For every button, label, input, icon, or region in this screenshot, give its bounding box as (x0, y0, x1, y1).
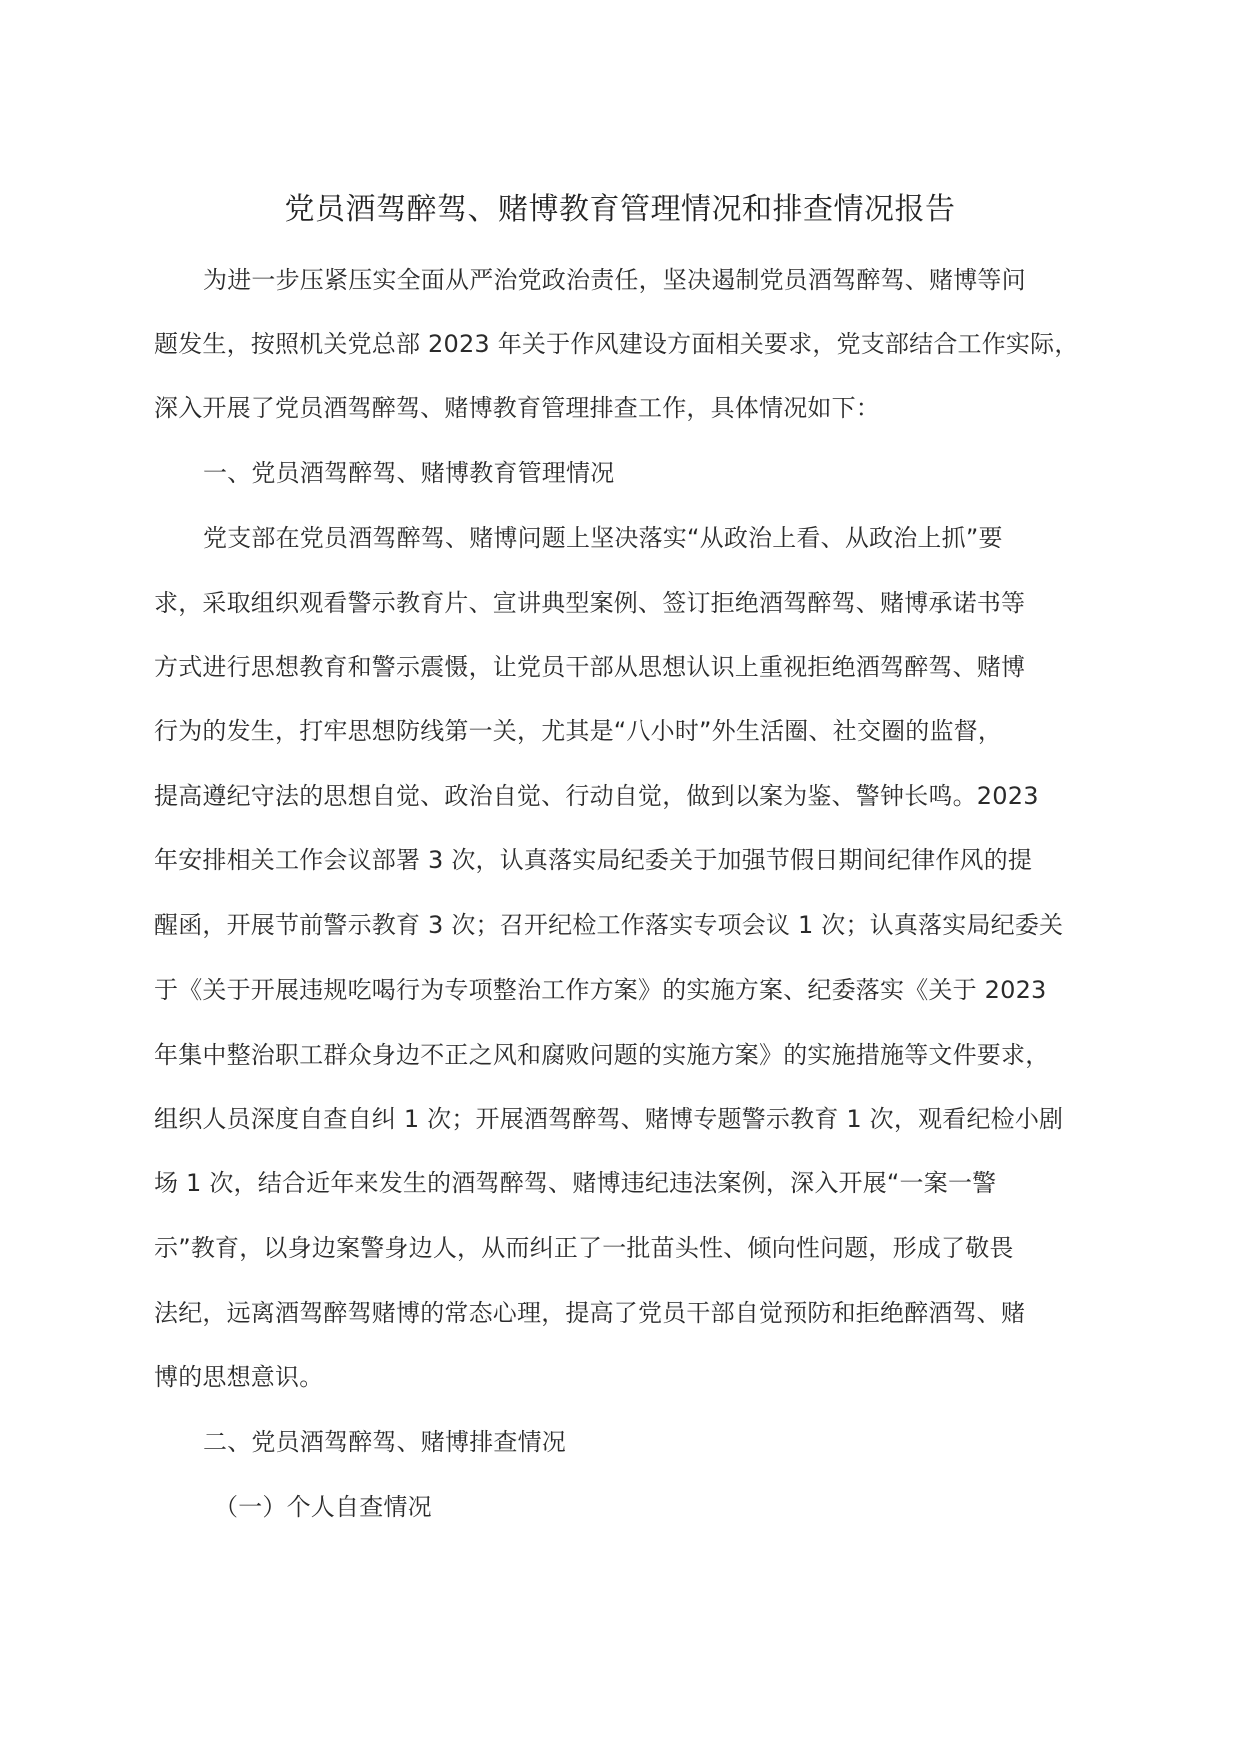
paragraph-line: 党支部在党员酒驾醉驾、赌博问题上坚决落实“从政治上看、从政治上抓”要 (203, 524, 1003, 552)
subsection-heading: （一）个人自查情况 (214, 1493, 432, 1521)
section-heading: 一、党员酒驾醉驾、赌博教育管理情况 (203, 459, 615, 487)
paragraph-line: 示”教育，以身边案警身边人，从而纠正了一批苗头性、倾向性问题，形成了敬畏 (154, 1234, 1014, 1262)
paragraph-line: 组织人员深度自查自纠 1 次；开展酒驾醉驾、赌博专题警示教育 1 次，观看纪检小剧 (154, 1105, 1064, 1133)
paragraph-line: 求，采取组织观看警示教育片、宣讲典型案例、签订拒绝酒驾醉驾、赌博承诺书等 (154, 589, 1026, 617)
paragraph-line: 醒函，开展节前警示教育 3 次；召开纪检工作落实专项会议 1 次；认真落实局纪委关 (154, 911, 1064, 939)
paragraph-line: 行为的发生，打牢思想防线第一关，尤其是“八小时”外生活圈、社交圈的监督， (154, 717, 1003, 745)
paragraph-line: 博的思想意识。 (154, 1363, 324, 1391)
paragraph-line: 为进一步压紧压实全面从严治党政治责任，坚决遏制党员酒驾醉驾、赌博等问 (203, 266, 1026, 294)
section-heading: 二、党员酒驾醉驾、赌博排查情况 (203, 1428, 566, 1456)
paragraph-line: 深入开展了党员酒驾醉驾、赌博教育管理排查工作，具体情况如下： (154, 394, 880, 422)
paragraph-line: 场 1 次，结合近年来发生的酒驾醉驾、赌博违纪违法案例，深入开展“一案一警 (154, 1169, 997, 1197)
paragraph-line: 提高遵纪守法的思想自觉、政治自觉、行动自觉，做到以案为鉴、警钟长鸣。2023 (154, 782, 1039, 810)
paragraph-line: 年集中整治职工群众身边不正之风和腐败问题的实施方案》的实施措施等文件要求， (154, 1041, 1050, 1069)
document-title: 党员酒驾醉驾、赌博教育管理情况和排查情况报告 (284, 192, 956, 227)
paragraph-line: 题发生，按照机关党总部 2023 年关于作风建设方面相关要求，党支部结合工作实际， (154, 330, 1079, 358)
paragraph-line: 方式进行思想教育和警示震慑，让党员干部从思想认识上重视拒绝酒驾醉驾、赌博 (154, 653, 1026, 681)
paragraph-line: 法纪，远离酒驾醉驾赌博的常态心理，提高了党员干部自觉预防和拒绝醉酒驾、赌 (154, 1299, 1026, 1327)
paragraph-line: 于《关于开展违规吃喝行为专项整治工作方案》的实施方案、纪委落实《关于 2023 (154, 976, 1047, 1004)
paragraph-line: 年安排相关工作会议部署 3 次，认真落实局纪委关于加强节假日期间纪律作风的提 (154, 846, 1033, 874)
